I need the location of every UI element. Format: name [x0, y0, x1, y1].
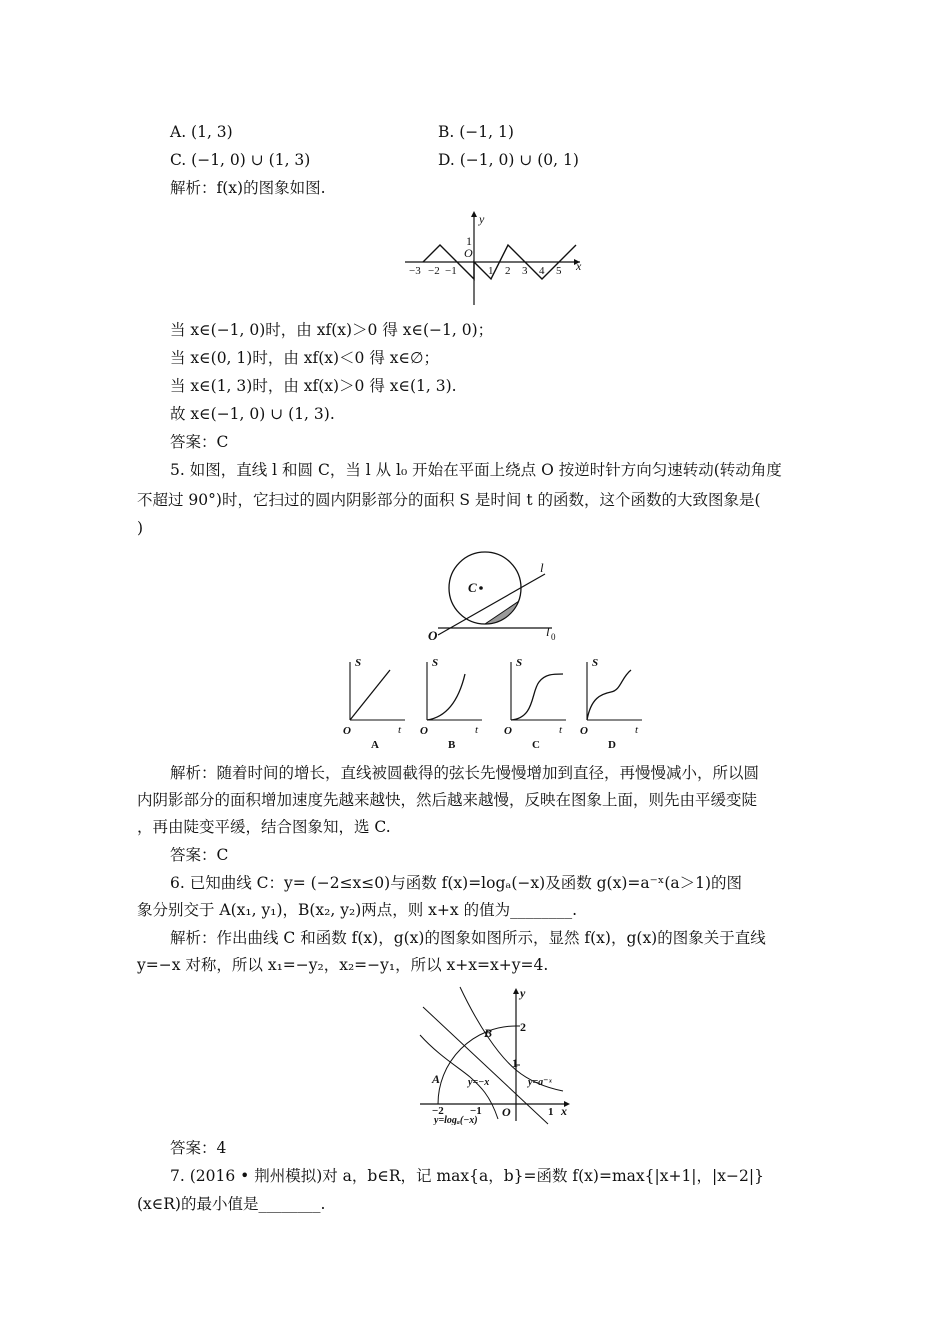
- choice-d-label: D: [608, 739, 616, 751]
- l0-subscript: 0: [551, 632, 556, 642]
- option-d: D. (−1, 0) ∪ (0, 1): [438, 151, 579, 169]
- q5-stem-3: ): [137, 519, 144, 537]
- a-label: A: [432, 1072, 441, 1086]
- svg-text:S: S: [432, 657, 439, 669]
- svg-text:S: S: [355, 657, 362, 669]
- svg-text:t: t: [398, 724, 402, 736]
- b-label: B: [484, 1026, 493, 1040]
- c-label: C: [468, 580, 477, 595]
- tick-neg-2: −2: [432, 1105, 444, 1117]
- x-tick: −1: [445, 265, 457, 277]
- center-point: [479, 586, 483, 590]
- svg-text:S: S: [516, 657, 523, 669]
- q5-analysis-2: 内阴影部分的面积增加速度先越来越快，然后越来越慢，反映在图象上面，则先由平缓变陡: [137, 791, 758, 809]
- x-tick: −3: [409, 265, 421, 277]
- y-label: y: [479, 212, 485, 226]
- svg-text:O: O: [580, 725, 588, 737]
- x-tick: 2: [505, 265, 511, 277]
- x-tick: −2: [428, 265, 440, 277]
- q5-circle-figure: [420, 548, 570, 643]
- choice-a-label: A: [371, 739, 379, 751]
- q4-answer: 答案：C: [170, 433, 229, 451]
- origin-label: O: [464, 246, 473, 260]
- choice-b-label: B: [448, 739, 456, 751]
- svg-text:t: t: [559, 724, 563, 736]
- q6-analysis-1: 解析：作出曲线 C 和函数 f(x)，g(x)的图象如图所示，显然 f(x)，g(x)的图象关于直线: [170, 929, 766, 947]
- q5-analysis-3: ，再由陡变平缓，结合图象知，选 C.: [137, 818, 391, 836]
- q5-choice-graphs: [335, 652, 655, 752]
- origin-label: O: [502, 1105, 511, 1119]
- q7-stem-1: 7. (2016 • 荆州模拟)对 a，b∈R，记 max{a，b}=函数 f(x)=max{|x+1|，|x−2|}: [170, 1167, 764, 1185]
- tick-2: 2: [520, 1020, 526, 1034]
- choice-a-graph: [343, 657, 405, 751]
- svg-text:O: O: [420, 725, 428, 737]
- curve-convex: [427, 674, 465, 720]
- q4-step-4: 故 x∈(−1, 0) ∪ (1, 3).: [170, 405, 335, 423]
- q6-function-graph: [418, 985, 578, 1125]
- f-label: y=logₐ(−x): [434, 1115, 478, 1125]
- q6-stem-1: 6. 已知曲线 C：y= (−2≤x≤0)与函数 f(x)=logₐ(−x)及函数 g(x)=a⁻ˣ(a＞1)的图: [170, 874, 743, 892]
- choice-b-graph: [420, 657, 482, 751]
- q5-stem-1: 5. 如图，直线 l 和圆 C，当 l 从 l₀ 开始在平面上绕点 O 按逆时针方向匀速转动(转动角度: [170, 461, 782, 479]
- line-label: y=−x: [468, 1077, 490, 1088]
- q4-step-2: 当 x∈(0, 1)时，由 xf(x)＜0 得 x∈∅；: [170, 349, 439, 367]
- l-label: l: [540, 560, 544, 575]
- q6-stem-2: 象分别交于 A(x₁, y₁)，B(x₂, y₂)两点，则 x+x 的值为________.: [137, 901, 578, 919]
- curve-c: [438, 1026, 516, 1104]
- x-tick: 4: [539, 265, 545, 277]
- q5-analysis-1: 解析：随着时间的增长，直线被圆截得的弦长先慢慢增加到直径，再慢慢减小，所以圆: [170, 764, 760, 782]
- svg-text:O: O: [504, 725, 512, 737]
- q4-function-graph: [395, 205, 590, 310]
- curve-linear: [350, 670, 390, 720]
- x-label: x: [576, 259, 582, 273]
- curve-sigmoid: [511, 674, 563, 720]
- svg-text:t: t: [475, 724, 479, 736]
- l0-label: l: [546, 624, 550, 639]
- q5-stem-2: 不超过 90°)时，它扫过的圆内阴影部分的面积 S 是时间 t 的函数，这个函数的大致图象是(: [137, 491, 761, 509]
- q4-step-1: 当 x∈(−1, 0)时，由 xf(x)＞0 得 x∈(−1, 0)；: [170, 321, 494, 339]
- svg-text:O: O: [343, 725, 351, 737]
- q5-answer: 答案：C: [170, 846, 229, 864]
- choice-d-graph: [580, 657, 642, 751]
- choice-c-graph: [504, 657, 566, 751]
- tick-neg-1: −1: [470, 1105, 482, 1117]
- option-a: A. (1, 3): [170, 123, 233, 141]
- x-label: x: [561, 1104, 567, 1118]
- svg-text:S: S: [592, 657, 599, 669]
- q4-step-3: 当 x∈(1, 3)时，由 xf(x)＞0 得 x∈(1, 3).: [170, 377, 457, 395]
- curve-g: [460, 987, 563, 1091]
- q7-stem-2: (x∈R)的最小值是________.: [137, 1195, 326, 1213]
- q6-analysis-2: y=−x 对称，所以 x₁=−y₂，x₂=−y₁，所以 x+x=x+y=4.: [137, 956, 549, 974]
- x-tick: 1: [488, 265, 494, 277]
- y-axis-arrow: [471, 211, 477, 217]
- curve-inverse-sigmoid: [587, 670, 631, 720]
- tick-1: 1: [512, 1056, 518, 1070]
- svg-text:t: t: [635, 724, 639, 736]
- q6-answer: 答案：4: [170, 1139, 227, 1157]
- q4-analysis: 解析：f(x)的图象如图.: [170, 179, 326, 197]
- tick-x-1: 1: [548, 1106, 554, 1118]
- choice-c-label: C: [532, 739, 540, 751]
- option-b: B. (−1, 1): [438, 123, 514, 141]
- x-tick: 3: [522, 265, 528, 277]
- y-label: y: [520, 986, 526, 1000]
- g-label: y=a⁻ˣ: [528, 1077, 552, 1088]
- x-tick: 5: [556, 265, 562, 277]
- y-tick-1: 1: [466, 234, 472, 248]
- o-label: O: [428, 628, 438, 643]
- option-c: C. (−1, 0) ∪ (1, 3): [170, 151, 311, 169]
